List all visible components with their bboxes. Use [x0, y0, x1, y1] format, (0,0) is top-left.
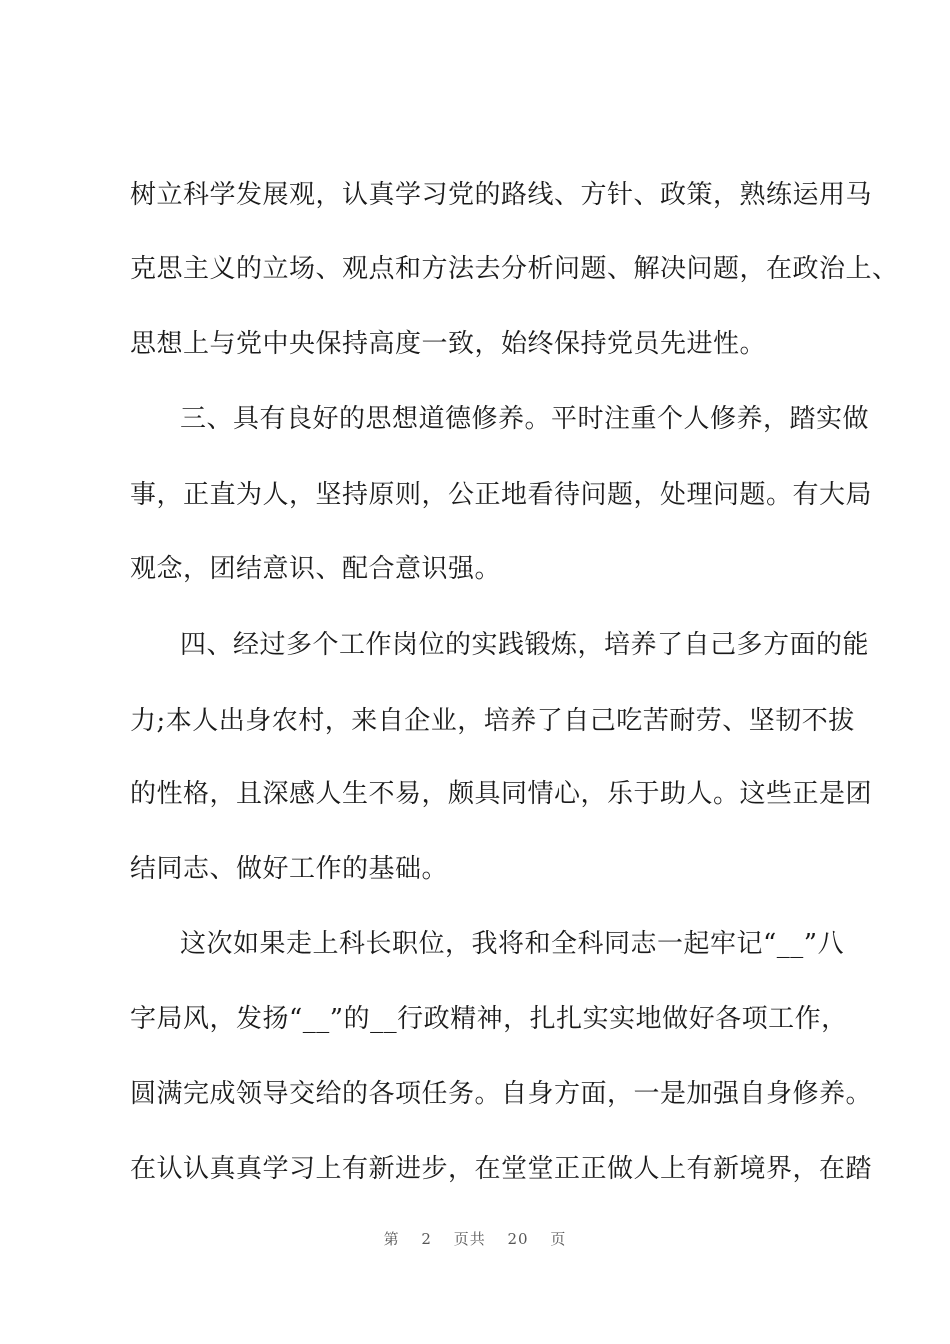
body-line: 结同志、做好工作的基础。 — [130, 854, 449, 884]
body-line: 的性格，且深感人生不易，颇具同情心，乐于助人。这些正是团 — [130, 779, 873, 809]
body-line: 树立科学发展观，认真学习党的路线、方针、政策，熟练运用马 — [130, 180, 873, 210]
body-line: 力;本人出身农村，来自企业，培养了自己吃苦耐劳、坚韧不拔 — [130, 706, 855, 736]
paragraph-four-start: 四、经过多个工作岗位的实践锻炼，培养了自己多方面的能 — [180, 630, 870, 660]
footer-page-number: 2 — [421, 1230, 432, 1248]
body-line: 克思主义的立场、观点和方法去分析问题、解决问题，在政治上、 — [130, 254, 899, 284]
footer-middle: 页共 — [453, 1230, 486, 1248]
body-line: 事，正直为人，坚持原则，公正地看待问题，处理问题。有大局 — [130, 480, 873, 510]
paragraph-five-start: 这次如果走上科长职位，我将和全科同志一起牢记“__”八 — [180, 929, 845, 959]
paragraph-three-start: 三、具有良好的思想道德修养。平时注重个人修养，踏实做 — [180, 404, 870, 434]
footer-total-pages: 20 — [507, 1230, 529, 1248]
page-footer — [0, 1228, 950, 1249]
body-line: 圆满完成领导交给的各项任务。自身方面，一是加强自身修养。 — [130, 1079, 873, 1109]
body-line: 在认认真真学习上有新进步，在堂堂正正做人上有新境界，在踏 — [130, 1154, 873, 1184]
body-line: 思想上与党中央保持高度一致，始终保持党员先进性。 — [130, 329, 767, 359]
footer-prefix: 第 — [383, 1230, 400, 1248]
body-line: 字局风，发扬“__”的__行政精神，扎扎实实地做好各项工作， — [130, 1004, 848, 1034]
footer-suffix: 页 — [550, 1230, 567, 1248]
body-line: 观念，团结意识、配合意识强。 — [130, 554, 502, 584]
